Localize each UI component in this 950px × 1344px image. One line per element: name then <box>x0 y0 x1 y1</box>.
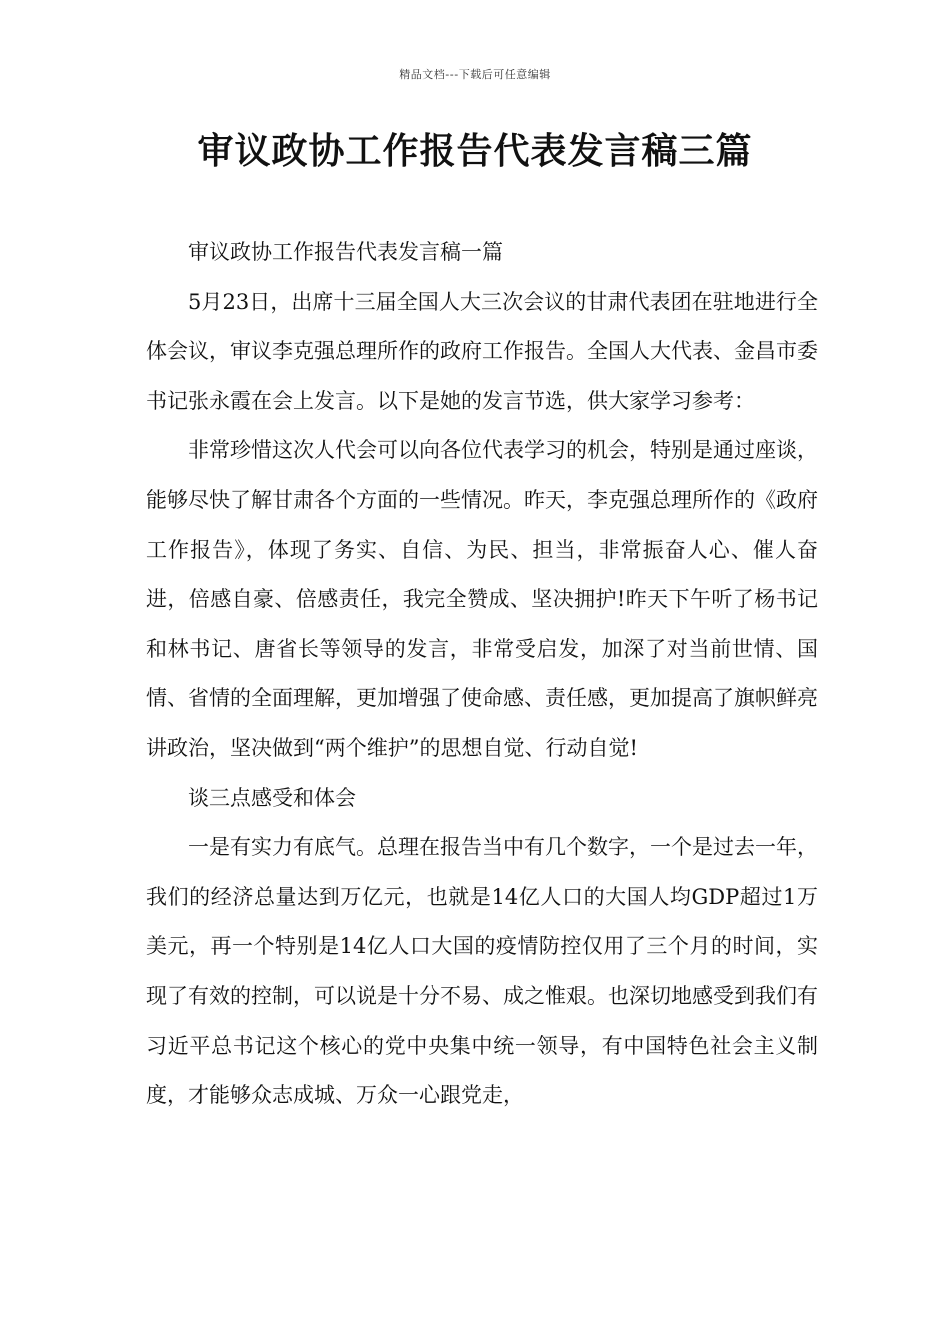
header-note: 精品文档---下载后可任意编辑 <box>399 68 551 81</box>
document-title: 审议政协工作报告代表发言稿三篇 <box>197 131 753 172</box>
paragraph: 5月23日，出席十三届全国人大三次会议的甘肃代表团在驻地进行全体会议，审议李克强总理所作的政府工作报告。全国人大代表、金昌市委书记张永霞在会上发言。以下是她的发言节选，供大家学习参考： <box>146 289 818 413</box>
section-heading: 谈三点感受和体会 <box>188 785 356 810</box>
paragraph: 非常珍惜这次人代会可以向各位代表学习的机会，特别是通过座谈，能够尽快了解甘肃各个方面的一些情况。昨天，李克强总理所作的《政府工作报告》，体现了务实、自信、为民、担当，非常振奋人心、催人奋进，倍感自豪、倍感责任，我完全赞成、坚决拥护!昨天下午听了杨书记和林书记、唐省长等领导的发言，非常受启发，加深了对当前世情、国情、省情的全面理解，更加增强了使命感、责任感，更加提高了旗帜鲜亮讲政治，坚决做到“两个维护”的思想自觉、行动自觉! <box>146 438 818 760</box>
section-heading: 审议政协工作报告代表发言稿一篇 <box>188 240 503 264</box>
paragraph: 一是有实力有底气。总理在报告当中有几个数字，一个是过去一年，我们的经济总量达到万亿元，也就是14亿人口的大国人均GDP超过1万美元，再一个特别是14亿人口大国的疫情防控仅用了三个月的时间，实现了有效的控制，可以说是十分不易、成之惟艰。也深切地感受到我们有习近平总书记这个核心的党中央集中统一领导，有中国特色社会主义制度，才能够众志成城、万众一心跟党走， <box>146 835 818 1108</box>
document-body <box>146 228 818 1121</box>
